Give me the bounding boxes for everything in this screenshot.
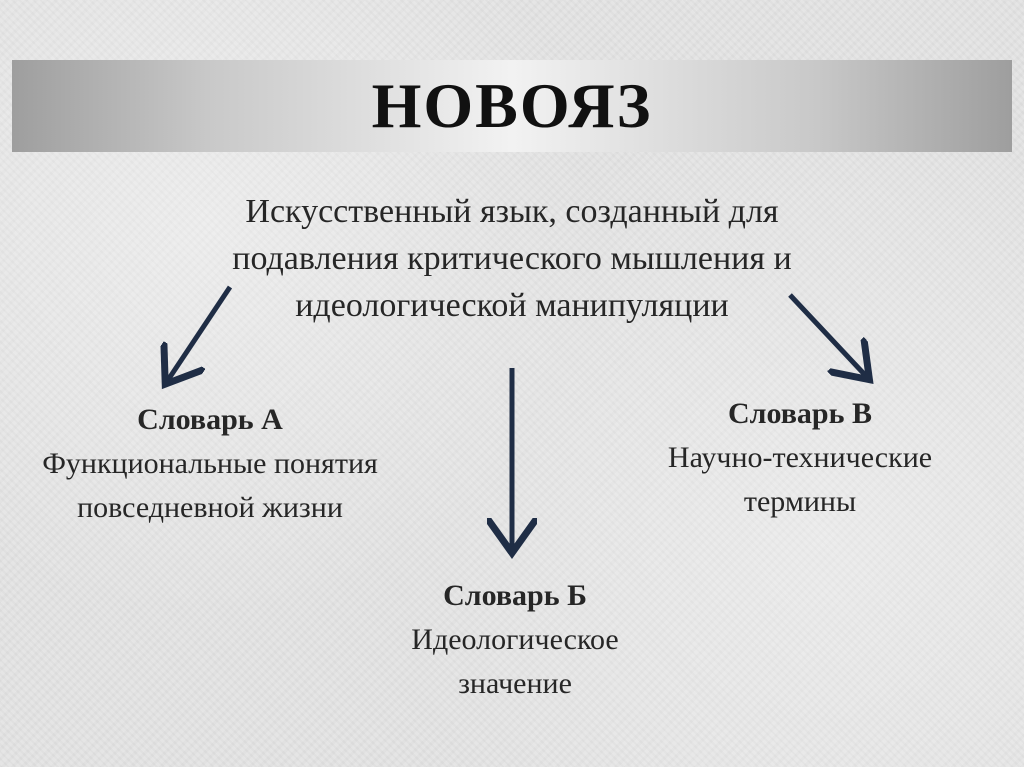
title-banner	[12, 60, 1012, 152]
slovar-v-description: Научно-технические термины	[667, 441, 933, 518]
slovar-v-heading: Словарь В	[727, 397, 872, 430]
slovar-a-heading: Словарь А	[137, 403, 283, 436]
slide-title: НОВОЯЗ	[371, 70, 653, 141]
slovar-v-node	[640, 392, 960, 524]
slovar-a-node	[40, 398, 380, 530]
slovar-b-description: Идеологическое значение	[411, 623, 619, 700]
slovar-b-heading: Словарь Б	[443, 579, 587, 612]
slovar-a-description: Функциональные понятия повседневной жизни	[42, 447, 378, 524]
slovar-b-node	[380, 574, 650, 706]
definition-text: Искусственный язык, созданный для подавления критического мышления и идеологической манипуляции	[232, 193, 792, 324]
